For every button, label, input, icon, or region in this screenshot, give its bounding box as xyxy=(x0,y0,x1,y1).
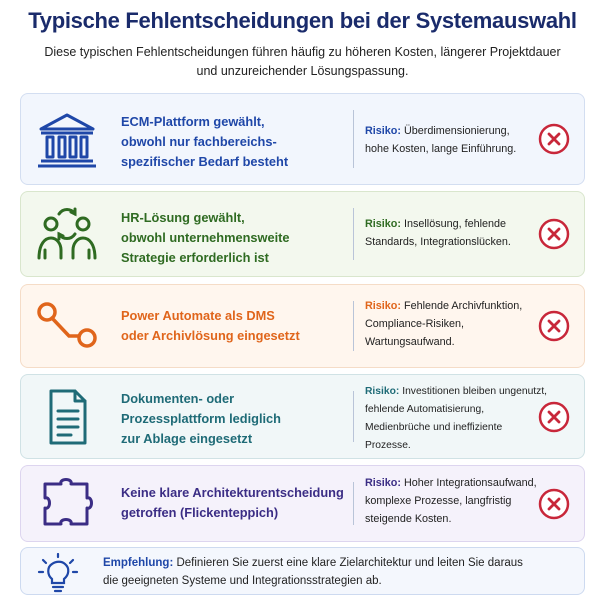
card-heading: HR-Lösung gewählt, obwohl unternehmensweite Strategie erforderlich ist xyxy=(121,210,290,265)
decision-card-ecm xyxy=(20,93,585,185)
document-icon xyxy=(35,387,99,447)
lightbulb-icon xyxy=(37,553,79,593)
x-circle-icon xyxy=(538,401,570,433)
divider xyxy=(353,301,354,351)
risk-text: Risiko: Hoher Integrationsaufwand, komplexe Prozesse, langfristig steigende Kosten. xyxy=(365,477,537,525)
flow-connector-icon xyxy=(35,296,99,356)
card-heading: Keine klare Architekturentscheidung getroffen (Flickenteppich) xyxy=(121,485,344,520)
risk-text: Risiko: Fehlende Archivfunktion, Compliance-Risiken, Wartungsaufwand. xyxy=(365,300,523,348)
people-sync-icon xyxy=(35,204,99,264)
card-heading: Dokumenten- oder Prozessplattform lediglich zur Ablage eingesetzt xyxy=(121,391,281,446)
decision-card-hr xyxy=(20,191,585,277)
bank-building-icon xyxy=(35,109,99,169)
x-circle-icon xyxy=(538,488,570,520)
page-subtitle: Diese typischen Fehlentscheidungen führen häufig zu höheren Kosten, längerer Projektdauer und unzureichender Lösungspassung. xyxy=(44,45,561,78)
risk-text: Risiko: Überdimensionierung, hohe Kosten, lange Einführung. xyxy=(365,125,517,155)
risk-text: Risiko: Investitionen bleiben ungenutzt, fehlende Automatisierung, Medienbrüche und ineffiziente Prozesse. xyxy=(365,386,548,451)
puzzle-piece-icon xyxy=(35,474,99,534)
decision-card-power-automate xyxy=(20,284,585,368)
divider xyxy=(353,208,354,260)
risk-text: Risiko: Insellösung, fehlende Standards, Integrationslücken. xyxy=(365,218,511,248)
page-title: Typische Fehlentscheidungen bei der Systemauswahl xyxy=(28,8,577,33)
card-heading: ECM-Plattform gewählt, obwohl nur fachbereichs- spezifischer Bedarf besteht xyxy=(121,114,289,169)
x-circle-icon xyxy=(538,218,570,250)
recommendation-text: Empfehlung: Definieren Sie zuerst eine klare Zielarchitektur und leiten Sie daraus die geeigneten Systeme und Integrationsstrategien ab. xyxy=(103,557,523,587)
recommendation-box xyxy=(20,547,585,595)
divider xyxy=(353,482,354,525)
decision-card-architecture xyxy=(20,465,585,542)
decision-card-document-platform xyxy=(20,374,585,459)
x-circle-icon xyxy=(538,310,570,342)
divider xyxy=(353,110,354,168)
divider xyxy=(353,391,354,442)
card-heading: Power Automate als DMS oder Archivlösung eingesetzt xyxy=(121,308,300,343)
x-circle-icon xyxy=(538,123,570,155)
